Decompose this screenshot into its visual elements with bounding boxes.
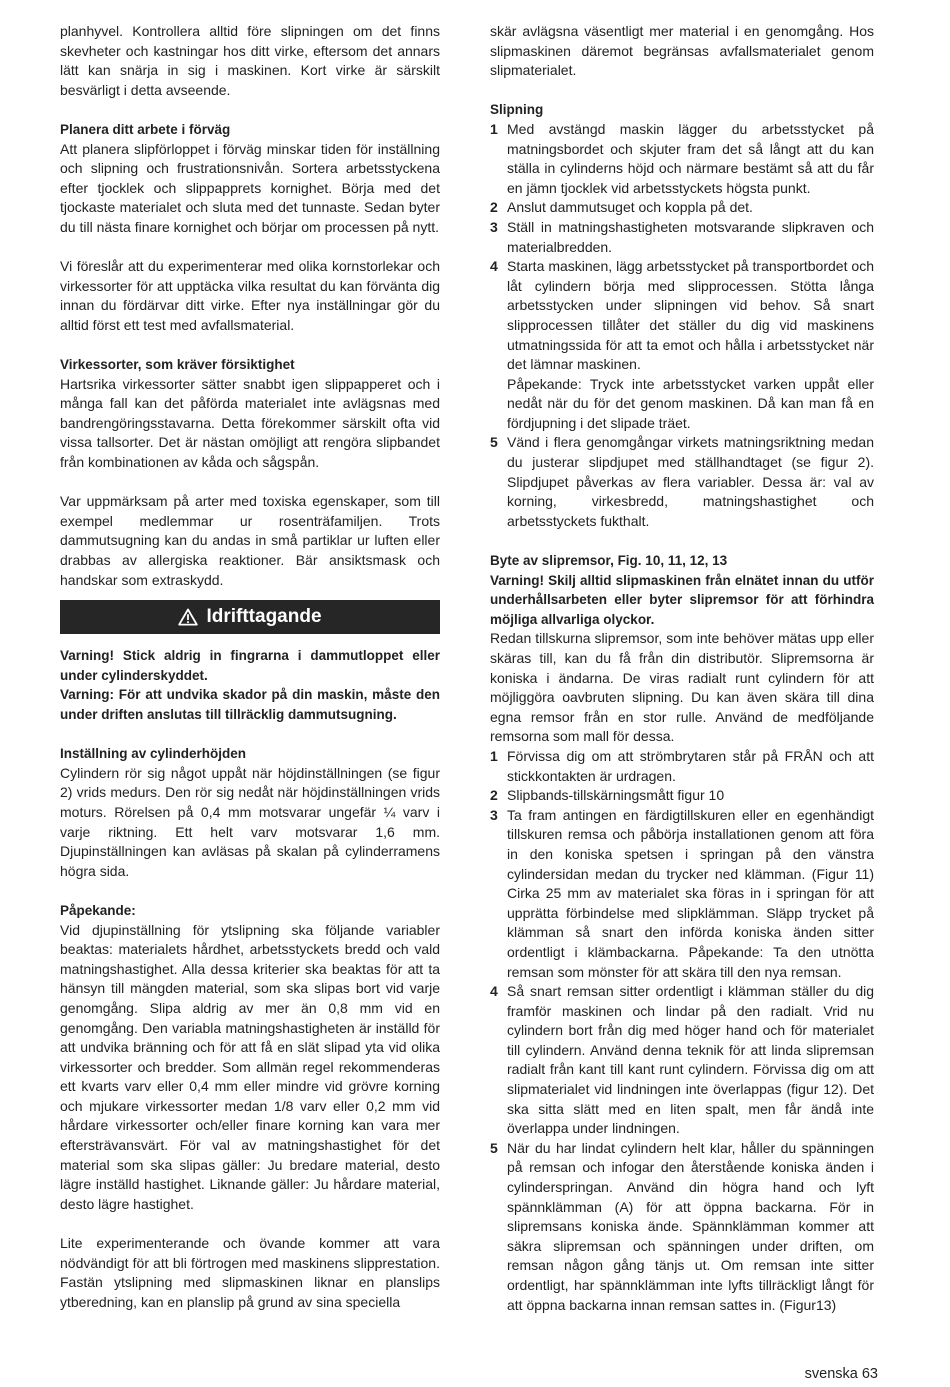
- plan-heading: Planera ditt arbete i förväg: [60, 121, 231, 137]
- step-number: 3: [490, 806, 498, 823]
- step-text: Med avstängd maskin lägger du arbetsstycket på matningsbordet och skjuter fram det så långt att du kan ställa in cylinderns höjd och närmare bestämt så att du får en jämn tjocklek vid arbetsstyckets högsta punkt.: [507, 120, 874, 196]
- intro-paragraph: planhyvel. Kontrollera alltid före slipningen om det finns skevheter och kastningar hos ditt virke, eftersom det annars lätt kan snärja in sig i maskinen. Kort virke är särskilt besvärligt i detta avseende.: [60, 23, 440, 98]
- warning-fingers: Varning! Stick aldrig in fingrarna i dammutloppet eller under cylinderskyddet.: [60, 648, 440, 683]
- belt-change-paragraph: Redan tillskurna slipremsor, som inte behöver mätas upp eller skäras till, kan du få från din distributör. Slipremsorna är koniska i ändarna. De viras radialt runt cylindern för att möjliggöra oavbruten slipning. Du kan även skära till dina egna remsor från en stor rulle. Använd de medföljande remsorna som mall för dessa.: [490, 630, 874, 745]
- plan-paragraph-1: Att planera slipförloppet i förväg minskar tiden för inställning och slipning och frustrationsnivån. Sortera arbetsstyckena efter tjocklek och slippapprets kornighet. Börja med det tjockaste materialet och sluta med det tunnaste. Sedan byter du till nästa finare kornighet och börjar om processen på nytt.: [60, 140, 440, 235]
- step-number: 2: [490, 787, 498, 804]
- left-column: [60, 22, 440, 1312]
- step-text: Anslut dammutsuget och koppla på det.: [507, 199, 753, 216]
- step-number: 1: [490, 120, 498, 137]
- step-text: Vänd i flera genomgångar virkets matningsriktning medan du justerar slipdjupet med ställhandtaget (se figur 2). Slipdjupet påverkas av flera variabler. Dessa är: val av korning, virkesbredd, matningshastighet och arbetsstyckets fukthalt.: [507, 434, 874, 529]
- step-text: Ta fram antingen en färdigtillskuren eller en egenhändigt tillskuren remsa och påbörja installationen genom att föra in den koniska spetsen i springan på den vänstra cylindersidan medan du trycker ned klämman. (Figur 11) Cirka 25 mm av materialet ska föras in i springan för att upprätta förbindelse med slipklämman. Släpp trycket på klämman så snart den införda koniska änden sitter ordentligt i klämbackarna. Påpekande: Ta den utnötta remsan som mönster för att skära till den nya remsan.: [507, 806, 874, 980]
- list-item: [490, 786, 874, 806]
- step-text: Ställ in matningshastigheten motsvarande slipkraven och materialbredden.: [507, 218, 874, 255]
- page-footer: svenska 63: [804, 1366, 878, 1382]
- sanding-heading: Slipning: [490, 102, 544, 118]
- section-banner: [60, 600, 440, 634]
- belt-change-warning: Varning! Skilj alltid slipmaskinen från elnätet innan du utför underhållsarbeten eller byter slipremsor för att förhindra möjliga allvarliga olyckor.: [490, 572, 874, 627]
- plan-paragraph-2: Vi föreslår att du experimenterar med olika kornstorlekar och virkessorter för att upptäcka vilka resultat du kan förvänta dig innan du fördärvar ditt virke. Efter nya inställningar gör du alltid först ett test med avfallsmaterial.: [60, 258, 440, 333]
- step-number: 4: [490, 983, 498, 1000]
- step-number: 5: [490, 1139, 498, 1156]
- step-number: 3: [490, 218, 498, 235]
- right-column: [490, 22, 874, 1315]
- wood-paragraph-2: Var uppmärksam på arter med toxiska egenskaper, som till exempel medlemmar ur rosenträfamiljen. Trots dammutsugning kan du andas in små partiklar ur luften eller drabbas av allergiska reaktioner. Bär ansiktsmask och handskar som extraskydd.: [60, 493, 440, 588]
- list-item: [490, 806, 874, 982]
- step-text: Så snart remsan sitter ordentligt i klämman ställer du dig framför maskinen och lindar på den radialt. Vrid nu cylindern bort från dig med höger hand och för materialet till cylindern. Använd denna teknik för att linda slipremsan radialt från kant till kant runt cylindern. Förvissa dig om att slipmaterialet vid lindningen inte överlappas (figur 12). Det ska sitta slätt med en liten spalt, men får ändå inte överlappa under lindningen.: [507, 983, 874, 1137]
- cylinder-height-paragraph: Cylindern rör sig något uppåt när höjdinställningen (se figur 2) vrids medurs. Den rör sig nedåt när höjdinställningen vrids moturs. Rörelsen på 0,4 mm motsvarar ungefär ¼ varv i varje riktning. Ett helt varv motsvarar 1,6 mm. Djupinställningen kan avläsas på skalan på cylinderramens högra sida.: [60, 764, 440, 879]
- step-number: 4: [490, 258, 498, 275]
- list-item: [490, 257, 874, 433]
- list-item: [490, 120, 874, 198]
- list-item: [490, 218, 874, 257]
- step-text: Förvissa dig om att strömbrytaren står på FRÅN och att stickkontakten är urdragen.: [507, 747, 874, 784]
- belt-change-heading: Byte av slipremsor, Fig. 10, 11, 12, 13: [490, 553, 728, 569]
- continued-paragraph: skär avlägsna väsentligt mer material i en genomgång. Hos slipmaskinen däremot begränsas avfallsmaterialet genom slipmaterialet.: [490, 23, 874, 79]
- step-number: 5: [490, 434, 498, 451]
- cylinder-height-heading: Inställning av cylinderhöjden: [60, 746, 247, 762]
- step-number: 2: [490, 199, 498, 216]
- list-item: [490, 982, 874, 1139]
- note-paragraph-1: Vid djupinställning för ytslipning ska följande variabler beaktas: materialets hårdhet, arbetsstyckets bredd och vald matningshastighet. Alla dessa kriterier ska beaktas för att ta hänsyn till mängden material, som ska slipas bort vid varje genomgång. Slipa aldrig av mer än 0,8 mm vid en genomgång. Den variabla matningshastigheten är inställd för att undvika bränning och för att få en slät slipad yta vid olika virkessorter och bredder. Som allmän regel rekommenderas ett kvarts varv eller 0,4 mm eller mindre vid grövre korning och mjukare virkessorter medan 1/8 varv eller 0,2 mm vid hårdare virkessorter och/eller finare korning kan vara mer eftersträvansvärt. För val av matningshastighet för det material som ska slipas gäller: Ju bredare material, desto lägre inställd hastighet. Liknande gäller: Ju hårdare material, desto lägre hastighet.: [60, 921, 440, 1212]
- list-item: [490, 1139, 874, 1315]
- list-item: [490, 433, 874, 531]
- note-heading: Påpekande:: [60, 902, 136, 918]
- warning-dust: Varning: För att undvika skador på din maskin, måste den under driften anslutas till tillräcklig dammutsugning.: [60, 687, 440, 722]
- note-paragraph-2: Lite experimenterande och övande kommer att vara nödvändigt för att bli förtrogen med maskinens slipprestation. Fastän ytslipning med slipmaskinen liknar en planslips ytberedning, kan en planslip på grund av sina speciella: [60, 1235, 440, 1310]
- sanding-steps-list: [490, 120, 874, 531]
- step-text: Slipbands-tillskärningsmått figur 10: [507, 787, 725, 804]
- list-item: [490, 747, 874, 786]
- wood-paragraph-1: Hartsrika virkessorter sätter snabbt igen slippapperet och i många fall kan det påförda materialet inte avlägsnas med bandrengöringsstavarna. Detta förekommer särskilt ofta vid vissa tallsorter. Det är nästan omöjligt att rengöra slipbandet från kombinationen av kåda och sågspån.: [60, 375, 440, 471]
- banner-title: Idrifttagande: [206, 606, 322, 628]
- list-item: [490, 198, 874, 218]
- step-number: 1: [490, 747, 498, 764]
- step-text: När du har lindat cylindern helt klar, håller du spänningen på remsan och infogar den återstående koniska änden i cylinderspringan. Använd din högra hand och lyft spännklämman (A) för att öppna backarna. För in slipremsans koniska ände. Spännklämman kommer att säkra slipremsan och spänningen under driften, om remsan någon gång tänjs ut. Om remsan inte sitter ordentligt, har spännklämman inte lyfts tillräckligt långt för att öppna backarna innan remsan sattes in. (Figur13): [507, 1139, 874, 1313]
- step-text: Starta maskinen, lägg arbetsstycket på transportbordet och låt cylindern börja med slipprocessen. Stötta långa arbetsstycken under slipningen vid behov. Så snart slipprocessen tillåter det ställer du dig vid maskinens utmatningssida för att ta emot och hålla i arbetsstycket när det lämnar maskinen.: [507, 258, 874, 373]
- wood-heading: Virkessorter, som kräver försiktighet: [60, 357, 295, 373]
- warning-triangle-icon: [178, 608, 198, 626]
- step-note: Påpekande: Tryck inte arbetsstycket varken uppåt eller nedåt när du för det genom maskinen. Då kan man få en fördjupning i det slipade träet.: [507, 375, 874, 431]
- belt-change-steps-list: [490, 747, 874, 1315]
